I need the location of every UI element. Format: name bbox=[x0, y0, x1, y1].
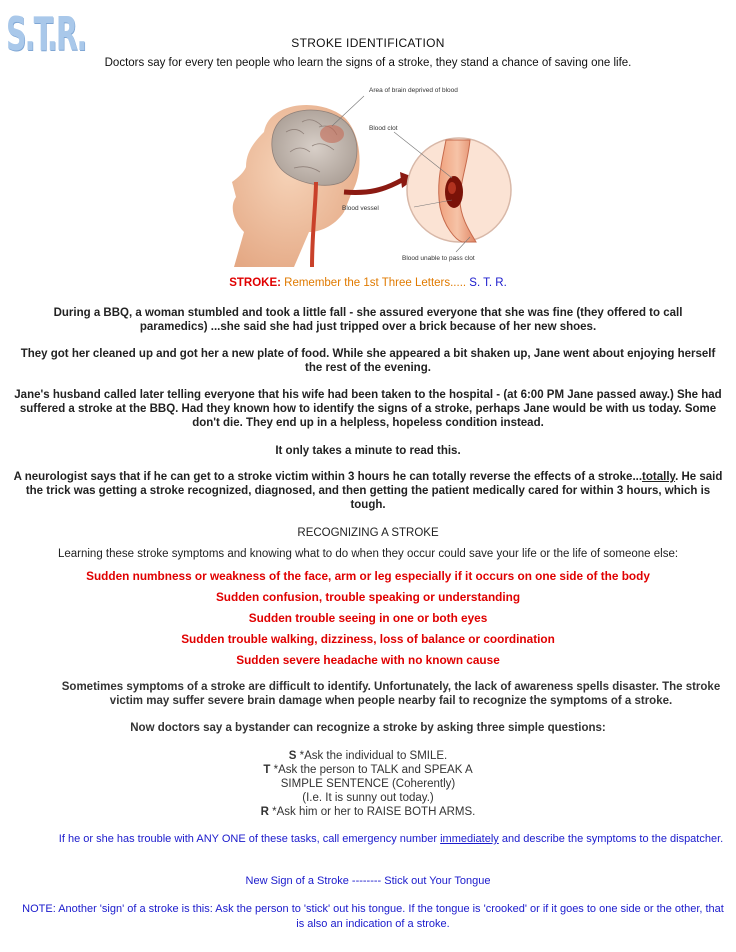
section-title: RECOGNIZING A STROKE bbox=[297, 527, 439, 539]
symptom-item: Sudden confusion, trouble speaking or understanding bbox=[215, 590, 521, 604]
deprived-area bbox=[320, 125, 344, 143]
story-paragraph-3: Jane's husband called later telling everyone that his wife had been taken to the hospital - (at 6:00 PM Jane passed away.) She had suffered a stroke at the BBQ. Had they known how to identify the signs of a stroke, perhaps Jane would be with us today. Some don't die. They end up in a helpless, hopeless condition instead. bbox=[14, 389, 722, 429]
label-blood-unable: Blood unable to pass clot bbox=[402, 255, 475, 262]
stroke-mnemonic bbox=[0, 277, 736, 289]
difficult-paragraph: Sometimes symptoms of a stroke are difficult to identify. Unfortunately, the lack of awareness spells disaster. The stroke victim may suffer severe brain damage when people nearby fail to recognize the symptoms of a stroke. bbox=[61, 681, 721, 707]
section-intro: Learning these stroke symptoms and knowing what to do when they occur could save your life or the life of someone else: bbox=[57, 548, 679, 560]
symptom-item: Sudden trouble walking, dizziness, loss of balance or coordination bbox=[181, 632, 555, 646]
neurologist-after: . He said the trick was getting a stroke recognized, diagnosed, and then getting the patient medically cared for within 3 hours, which is tough. bbox=[25, 471, 723, 511]
intro-text: Doctors say for every ten people who learn the signs of a stroke, they stand a chance of saving one life. bbox=[104, 57, 632, 69]
new-sign: New Sign of a Stroke -------- Stick out Your Tongue bbox=[245, 875, 491, 887]
question-t-letter: T bbox=[263, 764, 271, 776]
neurologist-underlined: totally bbox=[642, 471, 676, 483]
question-s-text: *Ask the individual to SMILE. bbox=[299, 750, 448, 762]
emergency-after: and describe the symptoms to the dispatcher. bbox=[501, 833, 724, 845]
stroke-remember-text: Remember the 1st Three Letters..... bbox=[284, 277, 467, 289]
label-blood-vessel: Blood vessel bbox=[342, 205, 379, 212]
label-deprived-area: Area of brain deprived of blood bbox=[369, 87, 458, 94]
emergency-underlined: immediately bbox=[440, 833, 499, 845]
stroke-illustration bbox=[224, 82, 524, 267]
stroke-label: STROKE: bbox=[229, 277, 281, 289]
question-r-text: *Ask him or her to RAISE BOTH ARMS. bbox=[272, 806, 476, 818]
str-logo: S.T.R. bbox=[6, 7, 86, 61]
question-t-text: *Ask the person to TALK and SPEAK A bbox=[273, 764, 473, 776]
emergency-before: If he or she has trouble with ANY ONE of these tasks, call emergency number bbox=[58, 833, 438, 845]
symptom-item: Sudden numbness or weakness of the face, arm or leg especially if it occurs on one side of the body bbox=[86, 569, 650, 583]
neurologist-paragraph bbox=[10, 470, 726, 512]
questions-intro: Now doctors say a bystander can recognize a stroke by asking three simple questions: bbox=[130, 722, 606, 734]
note-paragraph: NOTE: Another 'sign' of a stroke is this: Ask the person to 'stick' out his tongue. If the tongue is 'crooked' or if it goes to one side or the other, that is also an indication of a stroke. bbox=[22, 903, 724, 930]
stroke-letters: S. T. R. bbox=[469, 277, 507, 289]
question-r-letter: R bbox=[260, 806, 269, 818]
story-paragraph-4: It only takes a minute to read this. bbox=[275, 445, 461, 457]
question-s bbox=[0, 749, 736, 763]
question-t bbox=[0, 763, 736, 777]
question-t-line3: (I.e. It is sunny out today.) bbox=[302, 792, 434, 804]
label-blood-clot: Blood clot bbox=[369, 125, 398, 132]
question-s-letter: S bbox=[288, 750, 297, 762]
story-paragraph-2: They got her cleaned up and got her a new plate of food. While she appeared a bit shaken up, Jane went about enjoying herself the rest of the evening. bbox=[20, 348, 716, 374]
question-r bbox=[0, 805, 736, 819]
emergency-paragraph bbox=[56, 832, 726, 847]
question-t-line2: SIMPLE SENTENCE (Coherently) bbox=[280, 778, 456, 790]
page-title: STROKE IDENTIFICATION bbox=[291, 36, 445, 50]
neurologist-before: A neurologist says that if he can get to a stroke victim within 3 hours he can totally reverse the effects of a stroke... bbox=[13, 471, 643, 483]
symptom-item: Sudden severe headache with no known cause bbox=[236, 653, 500, 667]
symptom-item: Sudden trouble seeing in one or both eyes bbox=[248, 611, 488, 625]
story-paragraph-1: During a BBQ, a woman stumbled and took a little fall - she assured everyone that she was fine (they offered to call paramedics) ...she said she had just tripped over a brick because of her new shoes. bbox=[53, 307, 683, 333]
